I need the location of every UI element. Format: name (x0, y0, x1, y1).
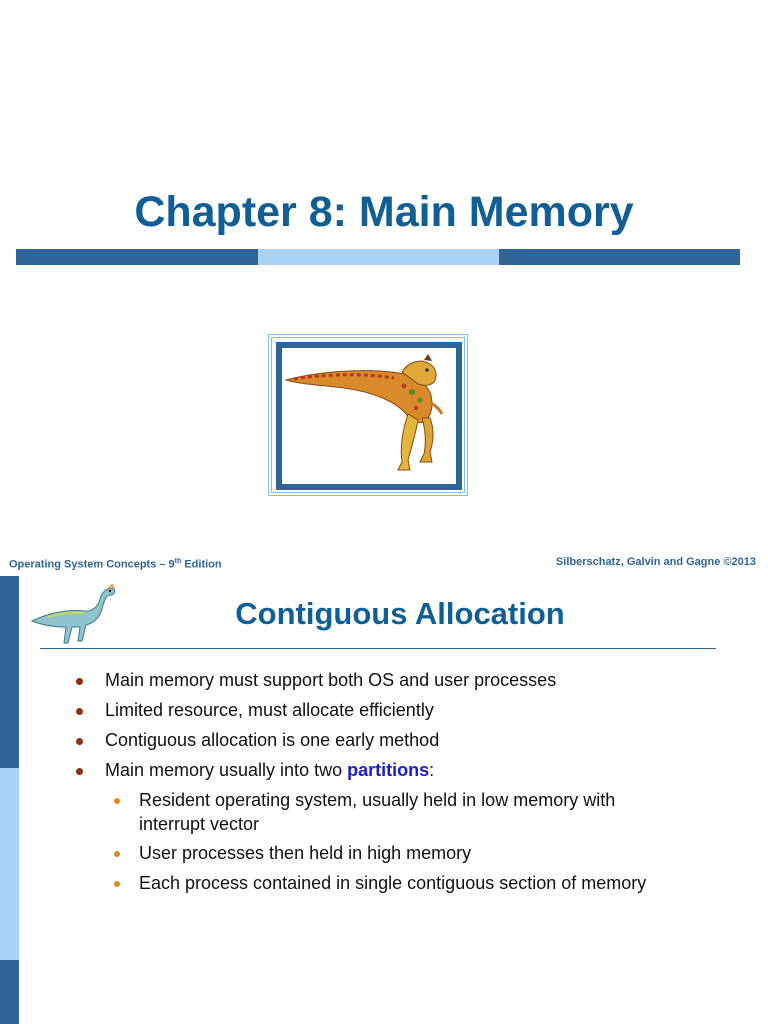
side-bar-dark (0, 576, 19, 768)
bullet-marker (76, 708, 83, 715)
sub-bullet-marker (114, 881, 120, 887)
title-underline (40, 648, 716, 649)
sub-bullet-marker (114, 798, 120, 804)
bullet-item-partitions: Main memory usually into two partitions: (105, 760, 435, 780)
slide-title-contiguous-allocation: Contiguous Allocation (235, 596, 565, 631)
sub-bullet-marker (114, 851, 120, 857)
bullet-item: Limited resource, must allocate efficiently (105, 700, 434, 720)
sub-bullet-item: User processes then held in high memory (139, 843, 472, 863)
highlight-partitions: partitions (347, 760, 430, 780)
footer-authors: Silberschatz, Galvin and Gagne ©2013 (555, 556, 756, 568)
slide-title: Chapter 8: Main Memory (134, 188, 634, 236)
title-bar-right (499, 249, 740, 265)
dinosaur-icon (284, 352, 454, 477)
side-bar-light (0, 768, 19, 960)
bullet-item: Main memory must support both OS and user processes (105, 670, 557, 690)
footer-book-title: Operating System Concepts – 9th Edition (9, 558, 222, 571)
sub-bullet-item: Each process contained in single contiguous section of memory (139, 873, 647, 893)
side-bar-dark-bottom (0, 960, 19, 1024)
bullet-marker (76, 678, 83, 685)
title-bar-middle (258, 249, 499, 265)
sub-bullet-item: Resident operating system, usually held in low memory with interrupt vector (139, 790, 616, 834)
bullet-marker (76, 768, 83, 775)
bullet-marker (76, 738, 83, 745)
title-bar-left (16, 249, 258, 265)
bullet-item: Contiguous allocation is one early method (105, 730, 440, 750)
